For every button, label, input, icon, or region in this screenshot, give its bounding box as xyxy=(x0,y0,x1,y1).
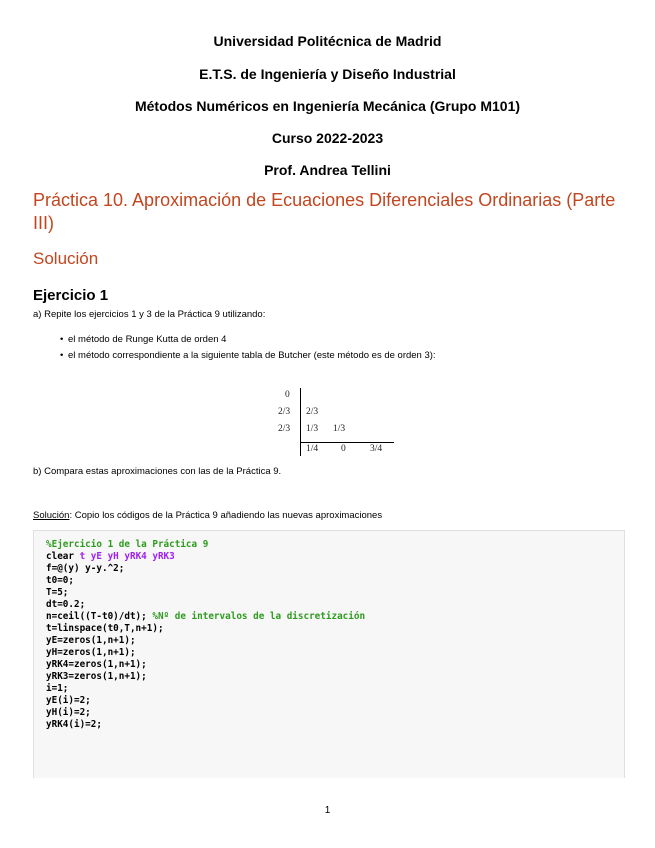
solution-text: : Copio los códigos de la Práctica 9 añadiendo las nuevas aproximaciones xyxy=(69,510,383,521)
butcher-c2: 2/3 xyxy=(278,407,291,417)
code-line: yRK4=zeros(1,n+1); xyxy=(46,659,147,670)
butcher-vertical-rule xyxy=(300,388,301,456)
code-line xyxy=(46,611,365,623)
code-statement: n=ceil((T-t0)/dt); xyxy=(46,611,153,622)
butcher-b3: 3/4 xyxy=(370,444,383,454)
code-line: yRK4(i)=2; xyxy=(46,719,102,730)
professor-name: Prof. Andrea Tellini xyxy=(264,162,391,178)
code-line: yH=zeros(1,n+1); xyxy=(46,647,136,658)
butcher-b1: 1/4 xyxy=(306,444,319,454)
list-item: • el método correspondiente a la siguiente tabla de Butcher (este método es de orden 3): xyxy=(68,350,436,361)
butcher-c3: 2/3 xyxy=(278,424,291,434)
code-line: t0=0; xyxy=(46,575,74,586)
code-line: i=1; xyxy=(46,683,69,694)
code-line: yE(i)=2; xyxy=(46,695,91,706)
butcher-horizontal-rule xyxy=(300,442,394,443)
university-name: Universidad Politécnica de Madrid xyxy=(213,33,442,49)
butcher-a31: 1/3 xyxy=(306,424,319,434)
butcher-b2: 0 xyxy=(341,444,346,454)
list-item: • el método de Runge Kutta de orden 4 xyxy=(68,334,226,345)
solution-heading: Solución xyxy=(33,249,99,268)
code-line: T=5; xyxy=(46,587,69,598)
code-line: %Ejercicio 1 de la Práctica 9 xyxy=(46,539,209,550)
butcher-c1: 0 xyxy=(285,390,290,400)
code-line: yE=zeros(1,n+1); xyxy=(46,635,136,646)
academic-year: Curso 2022-2023 xyxy=(271,130,384,146)
solution-intro xyxy=(33,510,382,521)
code-string: t yE yH yRK4 yRK3 xyxy=(79,551,175,562)
butcher-a21: 2/3 xyxy=(306,407,319,417)
code-line: yRK3=zeros(1,n+1); xyxy=(46,671,147,682)
code-keyword: clear xyxy=(46,551,80,562)
exercise-part-a: a) Repite los ejercicios 1 y 3 de la Práctica 9 utilizando: xyxy=(33,309,266,320)
code-line xyxy=(46,551,175,563)
code-comment: %Nº de intervalos de la discretización xyxy=(152,611,366,622)
school-name: E.T.S. de Ingeniería y Diseño Industrial xyxy=(199,66,456,82)
code-line: yH(i)=2; xyxy=(46,707,91,718)
butcher-a32: 1/3 xyxy=(333,424,346,434)
code-block xyxy=(33,530,625,778)
code-line: dt=0.2; xyxy=(46,599,86,610)
solution-label: Solución xyxy=(33,510,70,521)
code-line: f=@(y) y-y.^2; xyxy=(46,563,125,574)
code-line: t=linspace(t0,T,n+1); xyxy=(46,623,164,634)
document-title: Práctica 10. Aproximación de Ecuaciones Diferenciales Ordinarias (Parte III) xyxy=(33,190,616,233)
exercise-heading: Ejercicio 1 xyxy=(33,287,109,304)
exercise-part-b: b) Compara estas aproximaciones con las de la Práctica 9. xyxy=(33,466,282,477)
course-name: Métodos Numéricos en Ingeniería Mecánica (Grupo M101) xyxy=(134,98,521,114)
page-number: 1 xyxy=(324,805,331,816)
